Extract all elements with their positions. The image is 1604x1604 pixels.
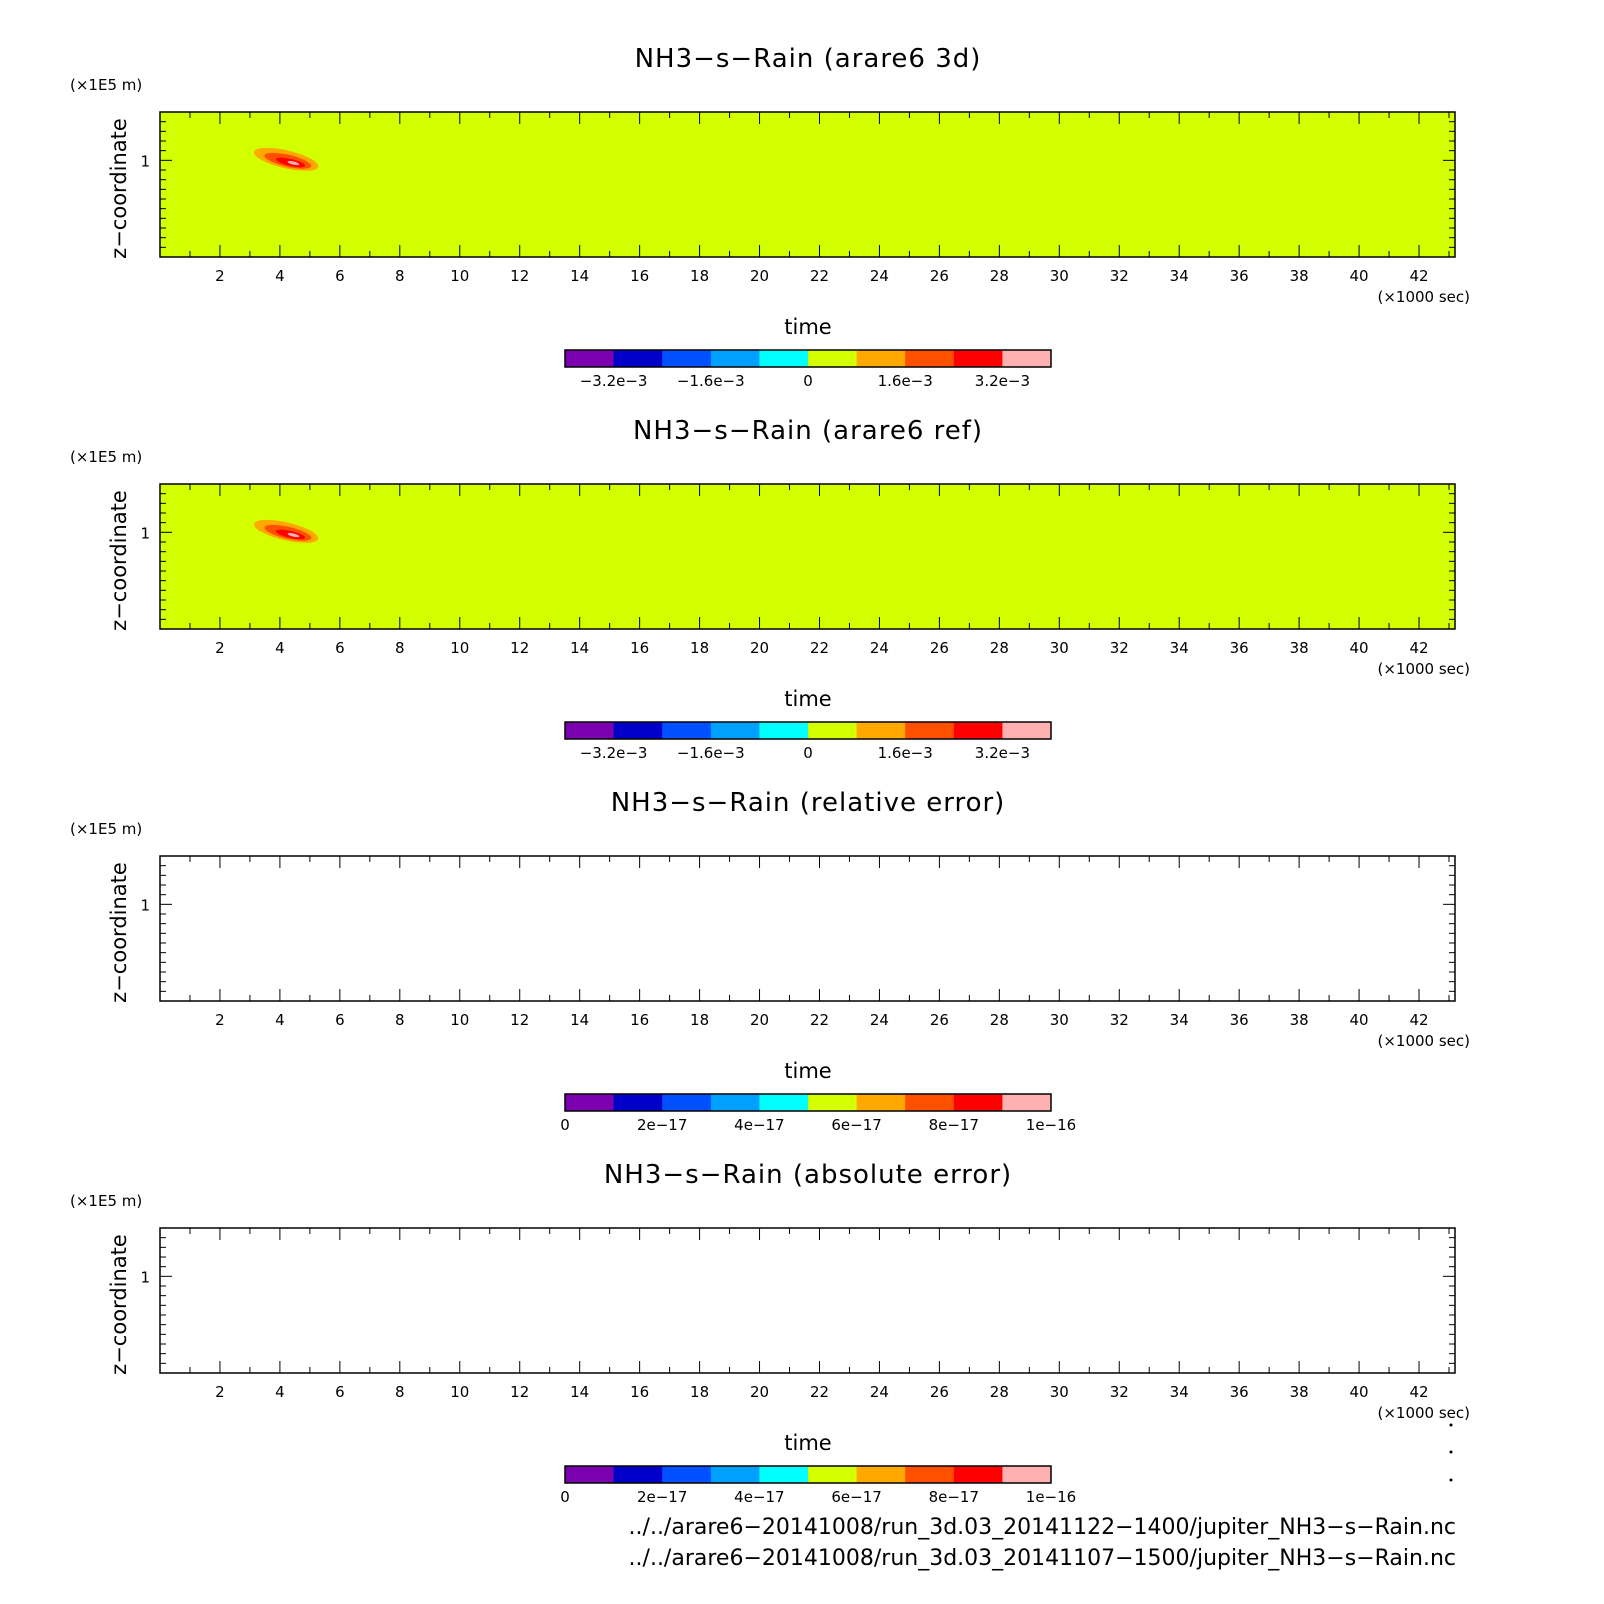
x-tick-label: 2: [215, 639, 225, 657]
x-tick-label: 12: [510, 1383, 530, 1401]
colorbar-swatch: [905, 1094, 954, 1111]
y-tick-label: 1: [140, 896, 150, 915]
x-tick-label: 26: [929, 267, 949, 285]
x-tick-label: 10: [450, 639, 470, 657]
colorbar-swatch: [954, 722, 1003, 739]
colorbar-swatch: [662, 1094, 711, 1111]
colorbar-tick-label: 4e−17: [734, 1116, 785, 1134]
colorbar: [560, 1094, 1076, 1134]
x-tick-label: 2: [215, 267, 225, 285]
colorbar-swatch: [662, 722, 711, 739]
x-axis-label: time: [784, 315, 832, 339]
x-tick-label: 8: [395, 1383, 405, 1401]
colorbar-swatch: [808, 1466, 857, 1483]
x-tick-label: 34: [1169, 1383, 1189, 1401]
colorbar-swatch: [759, 1094, 808, 1111]
x-tick-label: 4: [275, 1011, 285, 1029]
x-tick-label: 36: [1229, 267, 1249, 285]
x-tick-label: 22: [809, 267, 830, 285]
x-tick-label: 12: [510, 267, 530, 285]
colorbar-tick-label: 4e−17: [734, 1488, 785, 1506]
x-tick-label: 16: [630, 267, 650, 285]
panel-2: [70, 416, 1470, 762]
x-tick-label: 6: [335, 1011, 345, 1029]
x-tick-label: 28: [989, 639, 1009, 657]
x-tick-label: 30: [1049, 267, 1069, 285]
x-tick-label: 40: [1349, 1383, 1369, 1401]
colorbar-tick-label: −1.6e−3: [676, 744, 745, 762]
colorbar-tick-label: 1e−16: [1025, 1488, 1077, 1506]
x-tick-label: 24: [869, 1383, 889, 1401]
x-tick-label: 10: [450, 1011, 470, 1029]
x-tick-label: 30: [1049, 1383, 1069, 1401]
plot-fill: [160, 1228, 1455, 1373]
panel-4: [70, 1160, 1470, 1506]
colorbar-tick-label: 2e−17: [636, 1488, 688, 1506]
plot-fill: [160, 112, 1455, 257]
colorbar-swatch: [565, 722, 614, 739]
colorbar-swatch: [614, 722, 663, 739]
colorbar: [565, 722, 1052, 762]
footer-file-2: ../../arare6−20141008/run_3d.03_20141107−1500/jupiter_NH3−s−Rain.nc: [628, 1546, 1456, 1571]
x-tick-label: 22: [809, 1011, 830, 1029]
colorbar-swatch: [1002, 722, 1051, 739]
panel-title: NH3−s−Rain (arare6 ref): [632, 416, 984, 446]
colorbar-swatch: [711, 722, 760, 739]
x-tick-label: 20: [749, 267, 770, 285]
stray-dot: [1450, 1451, 1453, 1454]
x-tick-label: 32: [1109, 639, 1129, 657]
x-tick-label: 26: [929, 1011, 949, 1029]
plot-fill: [160, 856, 1455, 1001]
colorbar-swatch: [662, 1466, 711, 1483]
x-tick-label: 42: [1409, 1011, 1429, 1029]
x-unit-label: (×1000 sec): [1377, 660, 1470, 678]
colorbar-swatch: [857, 722, 906, 739]
x-tick-label: 8: [395, 1011, 405, 1029]
x-tick-label: 28: [989, 1383, 1009, 1401]
x-tick-label: 34: [1169, 267, 1189, 285]
x-axis-label: time: [784, 1059, 832, 1083]
colorbar-swatch: [759, 722, 808, 739]
colorbar-tick-label: 8e−17: [928, 1116, 980, 1134]
colorbar-tick-label: 3.2e−3: [974, 372, 1031, 390]
colorbar-tick-label: 1.6e−3: [877, 372, 933, 390]
panel-title: NH3−s−Rain (relative error): [610, 788, 1006, 818]
colorbar-tick-label: −3.2e−3: [579, 744, 648, 762]
x-tick-label: 34: [1169, 639, 1189, 657]
x-tick-label: 4: [275, 1383, 285, 1401]
footer-file-1: ../../arare6−20141008/run_3d.03_20141122−1400/jupiter_NH3−s−Rain.nc: [628, 1515, 1456, 1540]
x-tick-label: 18: [690, 1011, 710, 1029]
x-tick-label: 36: [1229, 1383, 1249, 1401]
x-tick-label: 24: [869, 1011, 889, 1029]
colorbar-tick-label: 1e−16: [1025, 1116, 1077, 1134]
x-tick-label: 38: [1289, 267, 1309, 285]
x-tick-label: 24: [869, 267, 889, 285]
plot-fill: [160, 484, 1455, 629]
x-tick-label: 6: [335, 639, 345, 657]
x-tick-label: 38: [1289, 639, 1309, 657]
colorbar-swatch: [1002, 1466, 1051, 1483]
x-tick-label: 32: [1109, 1383, 1129, 1401]
x-tick-label: 40: [1349, 1011, 1369, 1029]
colorbar-tick-label: 3.2e−3: [974, 744, 1031, 762]
colorbar-swatch: [759, 1466, 808, 1483]
x-tick-label: 42: [1409, 267, 1429, 285]
panel-title: NH3−s−Rain (absolute error): [603, 1160, 1013, 1190]
y-unit-label: (×1E5 m): [70, 1192, 143, 1210]
x-tick-label: 40: [1349, 639, 1369, 657]
x-tick-label: 26: [929, 1383, 949, 1401]
colorbar-tick-label: 0: [560, 1488, 570, 1506]
colorbar-swatch: [614, 1466, 663, 1483]
x-tick-label: 34: [1169, 1011, 1189, 1029]
colorbar-swatch: [711, 350, 760, 367]
x-tick-label: 28: [989, 267, 1009, 285]
colorbar-swatch: [565, 350, 614, 367]
colorbar-swatch: [954, 1466, 1003, 1483]
x-tick-label: 20: [749, 1383, 770, 1401]
colorbar-swatch: [614, 1094, 663, 1111]
y-tick-label: 1: [140, 152, 150, 171]
x-tick-label: 14: [570, 639, 590, 657]
x-tick-label: 36: [1229, 1011, 1249, 1029]
x-tick-label: 16: [630, 639, 650, 657]
y-axis-label: z−coordinate: [107, 490, 131, 631]
x-tick-label: 24: [869, 639, 889, 657]
x-tick-label: 38: [1289, 1011, 1309, 1029]
x-tick-label: 22: [809, 639, 830, 657]
y-unit-label: (×1E5 m): [70, 820, 143, 838]
x-tick-label: 6: [335, 267, 345, 285]
y-tick-label: 1: [140, 1268, 150, 1287]
colorbar-tick-label: 6e−17: [831, 1488, 882, 1506]
colorbar-swatch: [905, 350, 954, 367]
x-tick-label: 14: [570, 267, 590, 285]
colorbar-swatch: [1002, 350, 1051, 367]
stray-dot: [1450, 1479, 1453, 1482]
colorbar-swatch: [711, 1466, 760, 1483]
colorbar-swatch: [662, 350, 711, 367]
colorbar-swatch: [905, 722, 954, 739]
x-tick-label: 20: [749, 639, 770, 657]
colorbar-swatch: [857, 1466, 906, 1483]
y-tick-label: 1: [140, 524, 150, 543]
colorbar-swatch: [954, 350, 1003, 367]
x-tick-label: 16: [630, 1011, 650, 1029]
y-axis-label: z−coordinate: [107, 1234, 131, 1375]
colorbar-tick-label: 2e−17: [636, 1116, 688, 1134]
panel-1: [70, 44, 1470, 390]
colorbar-tick-label: 0: [803, 744, 813, 762]
panel-title: NH3−s−Rain (arare6 3d): [634, 44, 982, 74]
colorbar-tick-label: 1.6e−3: [877, 744, 933, 762]
x-tick-label: 36: [1229, 639, 1249, 657]
x-tick-label: 8: [395, 267, 405, 285]
x-tick-label: 20: [749, 1011, 770, 1029]
x-tick-label: 32: [1109, 267, 1129, 285]
x-unit-label: (×1000 sec): [1377, 1404, 1470, 1422]
x-tick-label: 2: [215, 1383, 225, 1401]
colorbar-swatch: [808, 350, 857, 367]
x-tick-label: 28: [989, 1011, 1009, 1029]
x-tick-label: 14: [570, 1383, 590, 1401]
x-tick-label: 6: [335, 1383, 345, 1401]
y-axis-label: z−coordinate: [107, 862, 131, 1003]
x-tick-label: 12: [510, 1011, 530, 1029]
x-tick-label: 16: [630, 1383, 650, 1401]
x-unit-label: (×1000 sec): [1377, 288, 1470, 306]
x-tick-label: 14: [570, 1011, 590, 1029]
colorbar-swatch: [711, 1094, 760, 1111]
colorbar-swatch: [954, 1094, 1003, 1111]
x-tick-label: 22: [809, 1383, 830, 1401]
colorbar-swatch: [759, 350, 808, 367]
colorbar: [560, 1466, 1076, 1506]
colorbar-swatch: [565, 1094, 614, 1111]
x-tick-label: 10: [450, 1383, 470, 1401]
x-tick-label: 18: [690, 267, 710, 285]
colorbar-tick-label: −1.6e−3: [676, 372, 745, 390]
x-axis-label: time: [784, 1431, 832, 1455]
x-tick-label: 12: [510, 639, 530, 657]
colorbar-tick-label: −3.2e−3: [579, 372, 648, 390]
colorbar-swatch: [1002, 1094, 1051, 1111]
x-tick-label: 32: [1109, 1011, 1129, 1029]
x-tick-label: 18: [690, 1383, 710, 1401]
x-tick-label: 8: [395, 639, 405, 657]
x-unit-label: (×1000 sec): [1377, 1032, 1470, 1050]
x-tick-label: 4: [275, 639, 285, 657]
y-unit-label: (×1E5 m): [70, 76, 143, 94]
x-tick-label: 26: [929, 639, 949, 657]
x-axis-label: time: [784, 687, 832, 711]
x-tick-label: 38: [1289, 1383, 1309, 1401]
colorbar: [565, 350, 1052, 390]
x-tick-label: 42: [1409, 639, 1429, 657]
y-axis-label: z−coordinate: [107, 118, 131, 259]
colorbar-swatch: [614, 350, 663, 367]
x-tick-label: 30: [1049, 639, 1069, 657]
x-tick-label: 30: [1049, 1011, 1069, 1029]
x-tick-label: 10: [450, 267, 470, 285]
colorbar-tick-label: 6e−17: [831, 1116, 882, 1134]
panel-3: [70, 788, 1470, 1134]
colorbar-tick-label: 8e−17: [928, 1488, 980, 1506]
colorbar-tick-label: 0: [560, 1116, 570, 1134]
x-tick-label: 40: [1349, 267, 1369, 285]
colorbar-swatch: [905, 1466, 954, 1483]
x-tick-label: 42: [1409, 1383, 1429, 1401]
x-tick-label: 4: [275, 267, 285, 285]
y-unit-label: (×1E5 m): [70, 448, 143, 466]
stray-dot: [1450, 1424, 1453, 1427]
x-tick-label: 2: [215, 1011, 225, 1029]
x-tick-label: 18: [690, 639, 710, 657]
colorbar-swatch: [808, 722, 857, 739]
colorbar-tick-label: 0: [803, 372, 813, 390]
colorbar-swatch: [857, 350, 906, 367]
colorbar-swatch: [565, 1466, 614, 1483]
colorbar-swatch: [857, 1094, 906, 1111]
colorbar-swatch: [808, 1094, 857, 1111]
